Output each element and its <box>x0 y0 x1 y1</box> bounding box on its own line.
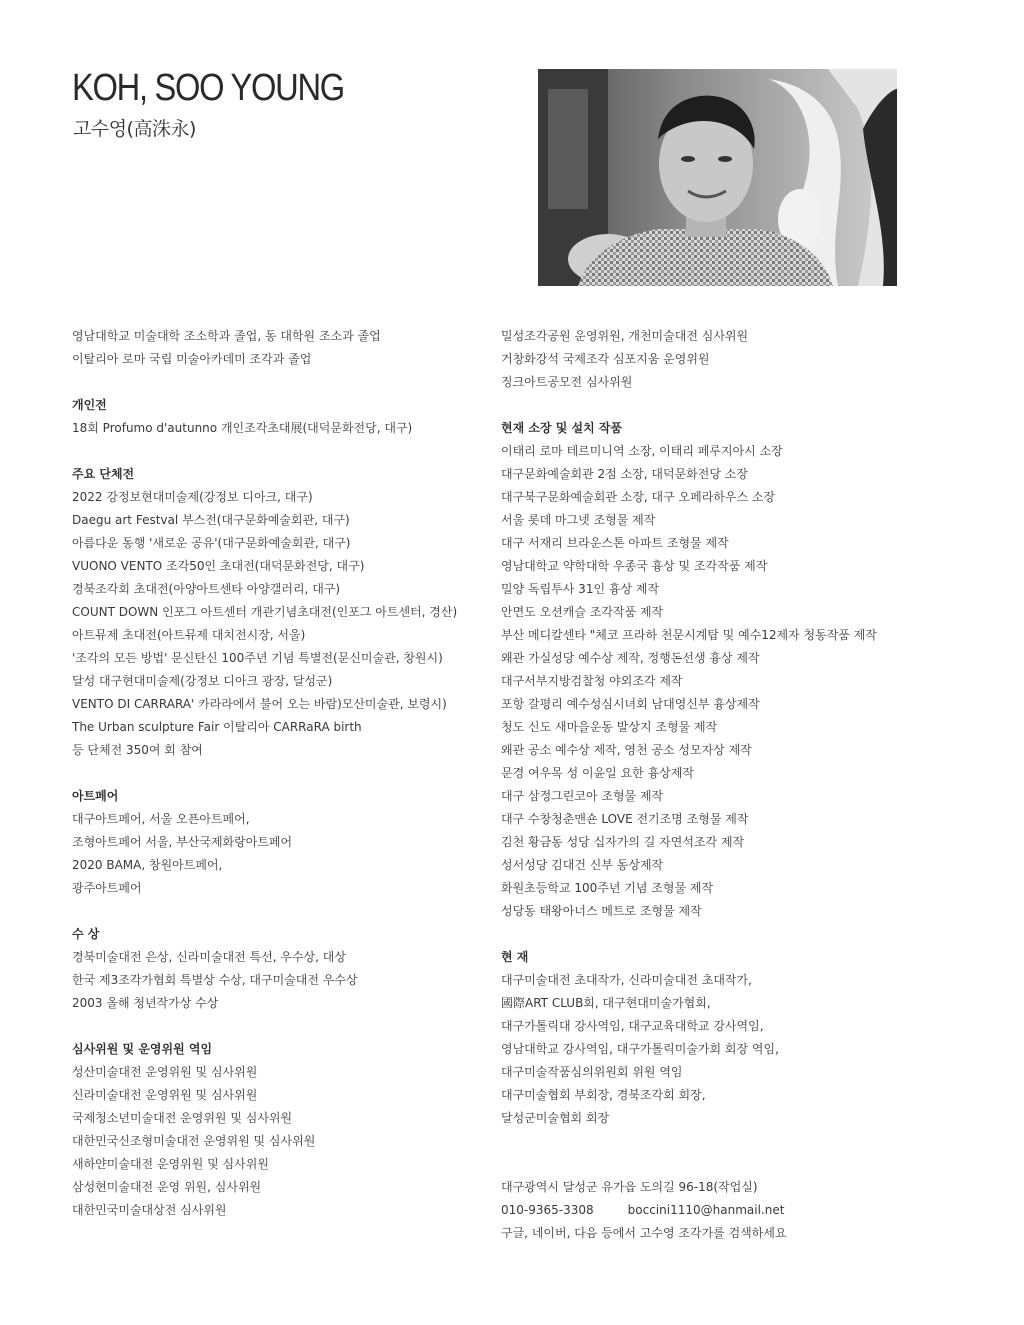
section-heading-solo: 개인전 <box>72 398 107 412</box>
list-item: 거창화강석 국제조각 심포지움 운영위원 <box>501 352 710 366</box>
list-item: 성산미술대전 운영위원 및 심사위원 <box>72 1065 258 1079</box>
list-item: 영남대학교 약학대학 우종국 흉상 및 조각작품 제작 <box>501 559 768 573</box>
list-item: 18회 Profumo d'autunno 개인조각초대展(대덕문화전당, 대구) <box>72 421 413 435</box>
list-item: 대한민국미술대상전 심사위원 <box>72 1203 227 1217</box>
list-item: 대구 서재리 브라운스톤 아파트 조형물 제작 <box>501 536 729 550</box>
list-item: 화원초등학교 100주년 기념 조형물 제작 <box>501 881 714 895</box>
contact-phone: 010-9365-3308 <box>501 1203 594 1217</box>
list-item: 국제청소년미술대전 운영위원 및 심사위원 <box>72 1111 293 1125</box>
list-item: 대구가톨릭대 강사역임, 대구교육대학교 강사역임, <box>501 1019 764 1033</box>
list-item: 부산 메디칼센타 "체코 프라하 천문시계탑 및 예수12제자 청동작품 제작 <box>501 628 877 642</box>
list-item: 이태리 로마 테르미니역 소장, 이태리 페루지아시 소장 <box>501 444 783 458</box>
left-column <box>72 325 482 1222</box>
list-item: VUONO VENTO 조각50인 초대전(대덕문화전당, 대구) <box>72 559 365 573</box>
list-item: 대구미술협회 부회장, 경북조각회 회장, <box>501 1088 706 1102</box>
list-item: 경북미술대전 은상, 신라미술대전 특선, 우수상, 대상 <box>72 950 346 964</box>
list-item: 김천 황금동 성당 십자가의 길 자연석조각 제작 <box>501 835 745 849</box>
section-heading-current: 현 재 <box>501 950 529 964</box>
list-item: 새하얀미술대전 운영위원 및 심사위원 <box>72 1157 269 1171</box>
list-item: 대구북구문화예술회관 소장, 대구 오페라하우스 소장 <box>501 490 776 504</box>
list-item: 밀성조각공원 운영위원, 개천미술대전 심사위원 <box>501 329 749 343</box>
list-item: 성당동 태왕아너스 메트로 조형물 제작 <box>501 904 702 918</box>
list-item: VENTO DI CARRARA' 카라라에서 불어 오는 바람)모산미술관, 보령시) <box>72 697 447 711</box>
list-item: 달성 대구현대미술제(강정보 디아크 광장, 달성군) <box>72 674 333 688</box>
list-item: 왜관 공소 예수상 제작, 영천 공소 성모자상 제작 <box>501 743 752 757</box>
list-item: 대한민국신조형미술대전 운영위원 및 심사위원 <box>72 1134 316 1148</box>
list-item: 영남대학교 강사역임, 대구가톨릭미술가회 회장 역임, <box>501 1042 779 1056</box>
list-item: 신라미술대전 운영위원 및 심사위원 <box>72 1088 258 1102</box>
list-item: COUNT DOWN 인포그 아트센터 개관기념초대전(인포그 아트센터, 경산) <box>72 605 458 619</box>
education-line: 이탈리아 로마 국립 미술아카데미 조각과 졸업 <box>72 352 312 366</box>
portrait-photo-icon <box>538 69 897 286</box>
list-item: 아름다운 동행 '새로운 공유'(대구문화예술회관, 대구) <box>72 536 351 550</box>
list-item: 國際ART CLUB회, 대구현대미술가협회, <box>501 996 711 1010</box>
portrait-photo <box>538 69 897 286</box>
contact-address: 대구광역시 달성군 유가읍 도의길 96-18(작업실) <box>501 1180 758 1194</box>
right-column <box>501 325 941 1245</box>
list-item: The Urban sculpture Fair 이탈리아 CARRaRA birth <box>72 720 362 734</box>
list-item: '조각의 모든 방법' 문신탄신 100주년 기념 특별전(문신미술관, 창원시) <box>72 651 443 665</box>
section-heading-group: 주요 단체전 <box>72 467 135 481</box>
list-item: 대구 삼정그린코아 조형물 제작 <box>501 789 664 803</box>
section-heading-juror: 심사위원 및 운영위원 역임 <box>72 1042 213 1056</box>
list-item: 안면도 오션캐슬 조각작품 제작 <box>501 605 664 619</box>
section-heading-artfair: 아트페어 <box>72 789 119 803</box>
list-item: 2003 올해 청년작가상 수상 <box>72 996 219 1010</box>
education-line: 영남대학교 미술대학 조소학과 졸업, 동 대학원 조소과 졸업 <box>72 329 381 343</box>
list-item: 한국 제3조각가협회 특별상 수상, 대구미술대전 우수상 <box>72 973 358 987</box>
artist-name-english: KOH, SOO YOUNG <box>72 67 344 109</box>
contact-phone-email <box>501 1199 941 1222</box>
list-item: Daegu art Festval 부스전(대구문화예술회관, 대구) <box>72 513 350 527</box>
list-item: 달성군미술협회 회장 <box>501 1111 610 1125</box>
list-item: 조형아트페어 서울, 부산국제화랑아트페어 <box>72 835 293 849</box>
list-item: 경북조각회 초대전(아양아트센타 아양갤러리, 대구) <box>72 582 341 596</box>
list-item: 등 단체전 350여 회 참여 <box>72 743 203 757</box>
list-item: 문경 여우목 성 이윤일 요한 흉상제작 <box>501 766 694 780</box>
list-item: 대구서부지방검찰청 야외조각 제작 <box>501 674 683 688</box>
list-item: 대구문화예술회관 2점 소장, 대덕문화전당 소장 <box>501 467 748 481</box>
section-heading-collections: 현재 소장 및 설치 작품 <box>501 421 623 435</box>
list-item: 성서성당 김대건 신부 동상제작 <box>501 858 664 872</box>
list-item: 대구미술작품심의위원회 위원 역임 <box>501 1065 683 1079</box>
list-item: 아트뮤제 초대전(아트뮤제 대치전시장, 서울) <box>72 628 306 642</box>
list-item: 청도 신도 새마을운동 발상지 조형물 제작 <box>501 720 718 734</box>
list-item: 서울 롯데 마그넷 조형물 제작 <box>501 513 656 527</box>
list-item: 광주아트페어 <box>72 881 142 895</box>
list-item: 포항 갈평리 예수성심시녀회 남대영신부 흉상제작 <box>501 697 760 711</box>
list-item: 왜관 가실성당 예수상 제작, 정행돈선생 흉상 제작 <box>501 651 760 665</box>
list-item: 대구아트페어, 서울 오픈아트페어, <box>72 812 250 826</box>
list-item: 삼성현미술대전 운영 위원, 심사위원 <box>72 1180 262 1194</box>
list-item: 징크아트공모전 심사위원 <box>501 375 633 389</box>
artist-name-korean: 고수영(高洙永) <box>73 118 196 140</box>
list-item: 대구미술대전 초대작가, 신라미술대전 초대작가, <box>501 973 752 987</box>
search-note: 구글, 네이버, 다음 등에서 고수영 조각가를 검색하세요 <box>501 1226 787 1240</box>
list-item: 밀양 독립투사 31인 흉상 제작 <box>501 582 660 596</box>
contact-email: boccini1110@hanmail.net <box>627 1203 785 1217</box>
list-item: 2022 강정보현대미술제(강정보 디아크, 대구) <box>72 490 313 504</box>
list-item: 2020 BAMA, 창원아트페어, <box>72 858 223 872</box>
list-item: 대구 수창청춘맨숀 LOVE 전기조명 조형물 제작 <box>501 812 749 826</box>
section-heading-awards: 수 상 <box>72 927 100 941</box>
